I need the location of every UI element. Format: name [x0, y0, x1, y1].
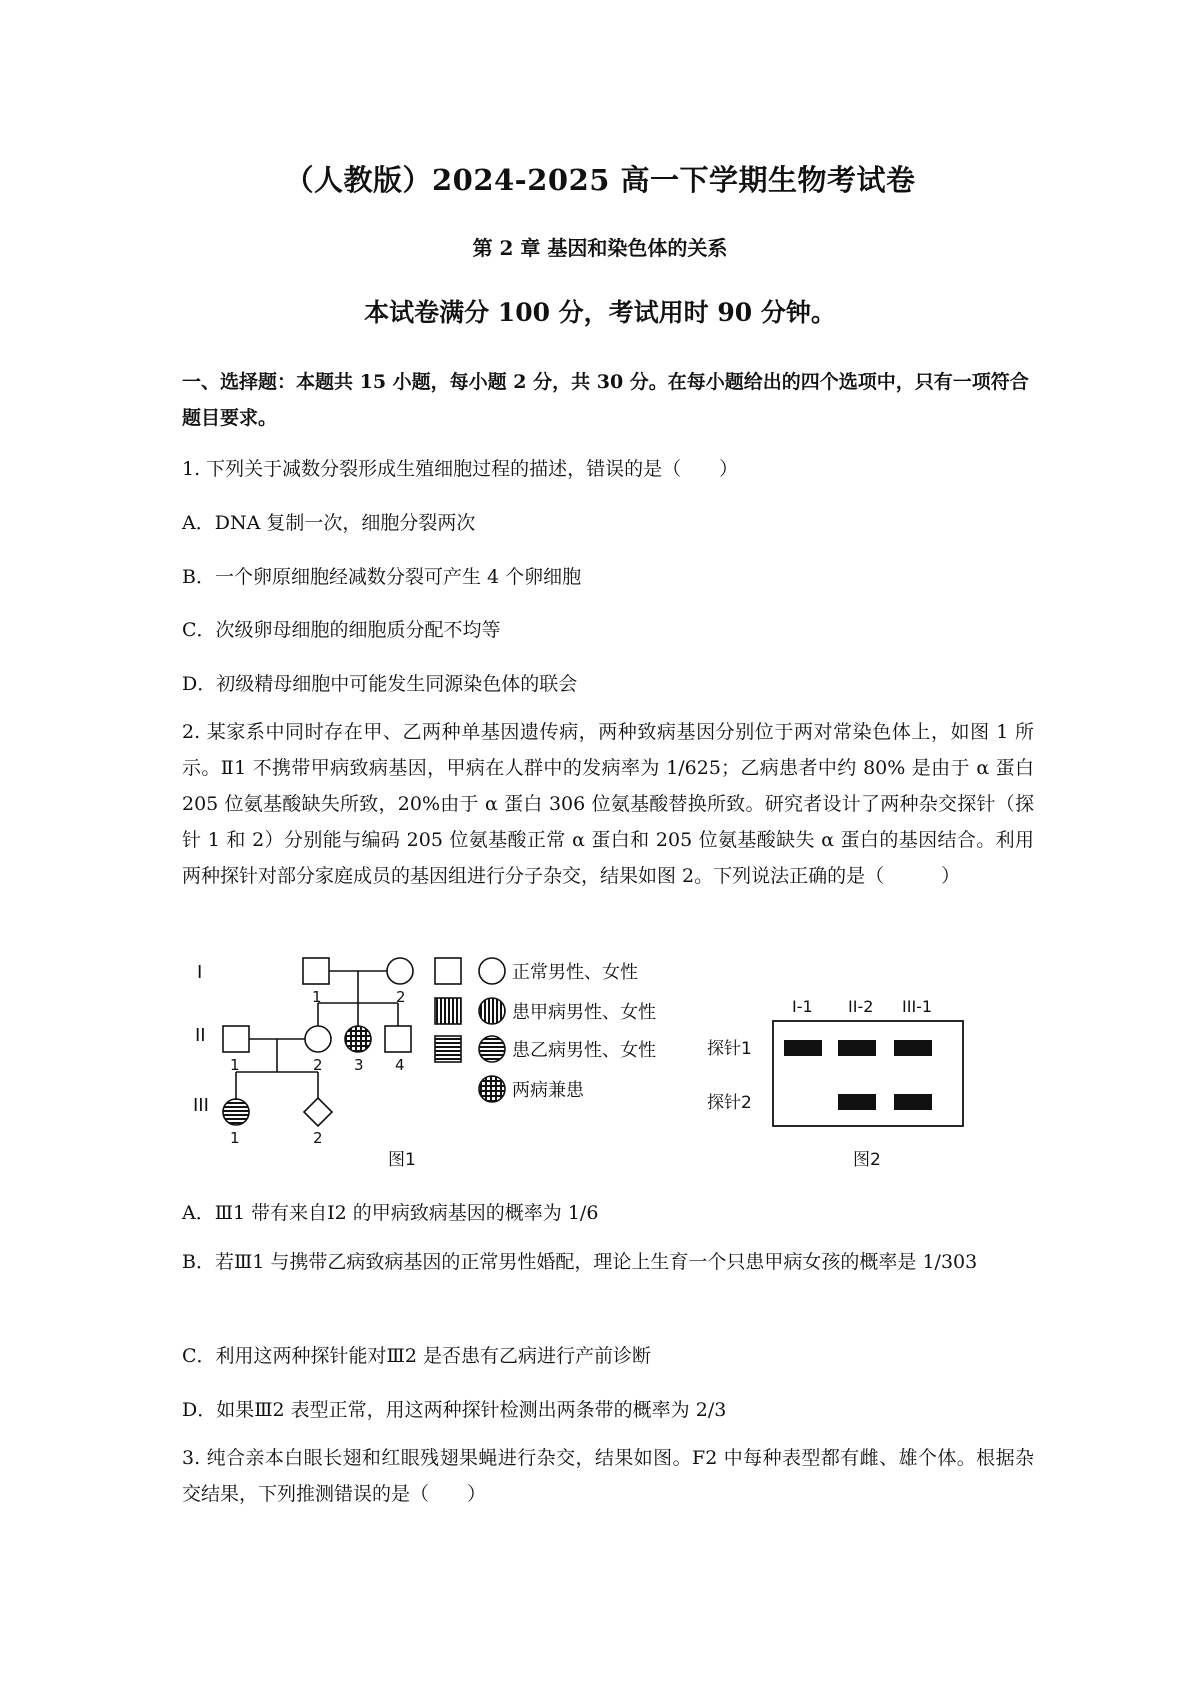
- legend-normal: 正常男性、女性: [512, 962, 638, 983]
- figure1-caption: 图1: [388, 1150, 416, 1170]
- iii2-unknown-sex: [304, 1098, 332, 1126]
- i1-normal-male: [303, 958, 329, 984]
- gen-label-iii: III: [193, 1095, 209, 1116]
- q2-option-d: D．如果Ⅲ2 表型正常，用这两种探针检测出两条带的概率为 2/3: [182, 1399, 727, 1421]
- pedigree-chart: [193, 958, 416, 1170]
- q2-stem: 2. 某家系中同时存在甲、乙两种单基因遗传病，两种致病基因分别位于两对常染色体上，如图 1 所示。Ⅱ1 不携带甲病致病基因，甲病在人群中的发病率为 1/625；乙病患者中约 80% 是由于 α 蛋白 205 位氨基酸缺失所致，20%由于 α 蛋白 306 位氨基酸替换所致。研究者设计了两种杂交探针（探针 1 和 2）分别能与编码 205 位氨基酸正常 α 蛋白和 205 位氨基酸缺失 α 蛋白的基因结合。利用两种探针对部分家庭成员的基因组进行分子杂交，结果如图 2。下列说法正确的是（ ）: [182, 721, 1034, 887]
- q2-option-c: C．利用这两种探针能对Ⅲ2 是否患有乙病进行产前诊断: [182, 1345, 651, 1367]
- chapter-subtitle: 第 2 章 基因和染色体的关系: [472, 236, 728, 260]
- svg-text:3: 3: [354, 1056, 364, 1074]
- q1-stem: 1. 下列关于减数分裂形成生殖细胞过程的描述，错误的是（ ）: [182, 458, 739, 480]
- blot-row-probe2: 探针2: [707, 1093, 752, 1113]
- band-probe1-ii2: [838, 1040, 876, 1056]
- gen-label-ii: II: [195, 1025, 206, 1046]
- hybridization-blot: [707, 997, 963, 1170]
- ii3-both-diseases-female: [345, 1026, 371, 1052]
- figures: [0, 950, 1200, 1180]
- band-probe1-iii1: [894, 1040, 932, 1056]
- blot-col-i1: I-1: [792, 997, 813, 1016]
- blot-col-iii1: III-1: [902, 997, 933, 1016]
- legend-disease-b: 患乙病男性、女性: [512, 1040, 656, 1061]
- iii1-disease-b-female: [223, 1099, 249, 1125]
- q2-option-a: A．Ⅲ1 带有来自Ⅰ2 的甲病致病基因的概率为 1/6: [182, 1202, 599, 1224]
- blot-col-ii2: II-2: [848, 997, 874, 1016]
- q1-option-c: C．次级卵母细胞的细胞质分配不均等: [182, 619, 501, 641]
- q1-option-a: A．DNA 复制一次，细胞分裂两次: [182, 512, 476, 534]
- exam-note: 本试卷满分 100 分，考试用时 90 分钟。: [364, 298, 836, 327]
- band-probe2-iii1: [894, 1094, 932, 1110]
- blot-row-probe1: 探针1: [707, 1039, 752, 1059]
- ii4-normal-male: [385, 1026, 411, 1052]
- svg-text:2: 2: [313, 1129, 323, 1147]
- svg-text:4: 4: [395, 1056, 405, 1074]
- band-probe2-ii2: [838, 1094, 876, 1110]
- q3-stem: 3. 纯合亲本白眼长翅和红眼残翅果蝇进行杂交，结果如图。F2 中每种表型都有雌、雄个体。根据杂交结果，下列推测错误的是（ ）: [182, 1447, 1034, 1505]
- svg-text:1: 1: [230, 1056, 240, 1074]
- section-heading: 一、选择题：本题共 15 小题，每小题 2 分，共 30 分。在每小题给出的四个选项中，只有一项符合题目要求。: [182, 371, 1029, 429]
- gen-label-i: I: [197, 962, 203, 983]
- q1-option-d: D．初级精母细胞中可能发生同源染色体的联会: [182, 673, 578, 695]
- q1-option-b: B．一个卵原细胞经减数分裂可产生 4 个卵细胞: [182, 566, 582, 588]
- legend-both: 两病兼患: [512, 1080, 584, 1101]
- q2-option-b: B．若Ⅲ1 与携带乙病致病基因的正常男性婚配，理论上生育一个只患甲病女孩的概率是 1/303: [182, 1251, 978, 1273]
- svg-text:2: 2: [313, 1056, 323, 1074]
- page-title: （人教版）2024-2025 高一下学期生物考试卷: [284, 163, 916, 197]
- ii1-normal-male: [223, 1026, 249, 1052]
- figure2-caption: 图2: [853, 1150, 881, 1170]
- pedigree-legend: [435, 958, 656, 1102]
- ii2-normal-female: [305, 1026, 331, 1052]
- legend-disease-a: 患甲病男性、女性: [512, 1002, 656, 1023]
- svg-text:1: 1: [312, 988, 322, 1006]
- svg-text:1: 1: [230, 1129, 240, 1147]
- svg-text:2: 2: [396, 988, 406, 1006]
- i2-normal-female: [387, 958, 413, 984]
- band-probe1-i1: [784, 1040, 822, 1056]
